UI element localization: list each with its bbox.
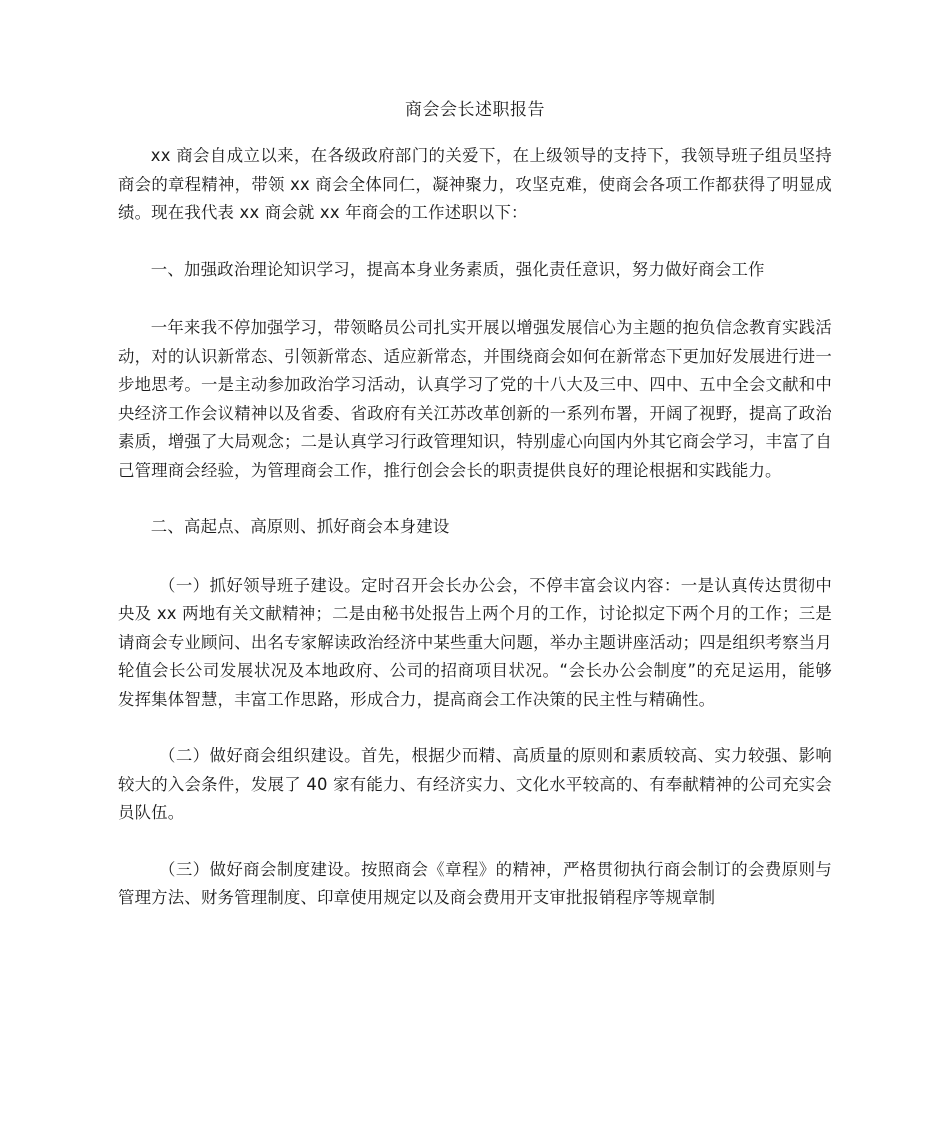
subsection-3-paragraph: （三）做好商会制度建设。按照商会《章程》的精神，严格贯彻执行商会制订的会费原则与管理方法、财务管理制度、印章使用规定以及商会费用开支审批报销程序等规章制	[118, 859, 832, 907]
subsection-2-paragraph: （二）做好商会组织建设。首先，根据少而精、高质量的原则和素质较高、实力较强、影响较大的入会条件，发展了 40 家有能力、有经济实力、文化水平较高的、有奉献精神的公司充实会员队伍。	[118, 746, 832, 822]
document-page	[118, 96, 832, 941]
subsection-1-paragraph: （一）抓好领导班子建设。定时召开会长办公会，不停丰富会议内容：一是认真传达贯彻中央及 xx 两地有关文献精神；二是由秘书处报告上两个月的工作，讨论拟定下两个月的工作；三是请商会专业顾问、出名专家解读政治经济中某些重大问题，举办主题讲座活动；四是组织考察当月轮值会长公司发展状况及本地政府、公司的招商项目状况。“会长办公会制度”的充足运用，能够发挥集体智慧，丰富工作思路，形成合力，提高商会工作决策的民主性与精确性。	[118, 575, 832, 709]
section-heading-2: 二、高起点、高原则、抓好商会本身建设	[150, 517, 450, 536]
intro-paragraph: xx 商会自成立以来，在各级政府部门的关爱下，在上级领导的支持下，我领导班子组员坚持商会的章程精神，带领 xx 商会全体同仁，凝神聚力，攻坚克难，使商会各项工作都获得了明显成绩。现在我代表 xx 商会就 xx 年商会的工作述职以下：	[118, 146, 832, 222]
document-title: 商会会长述职报告	[405, 100, 545, 120]
section-heading-1: 一、加强政治理论知识学习，提高本身业务素质，强化责任意识，努力做好商会工作	[150, 259, 765, 279]
section-1-paragraph: 一年来我不停加强学习，带领略员公司扎实开展以增强发展信心为主题的抱负信念教育实践活动，对的认识新常态、引领新常态、适应新常态，并围绕商会如何在新常态下更加好发展进行进一步地思考。一是主动参加政治学习活动，认真学习了党的十八大及三中、四中、五中全会文献和中央经济工作会议精神以及省委、省政府有关江苏改革创新的一系列布署，开阔了视野，提高了政治素质，增强了大局观念；二是认真学习行政管理知识，特别虚心向国内外其它商会学习，丰富了自己管理商会经验，为管理商会工作，推行创会会长的职责提供良好的理论根据和实践能力。	[118, 318, 832, 480]
